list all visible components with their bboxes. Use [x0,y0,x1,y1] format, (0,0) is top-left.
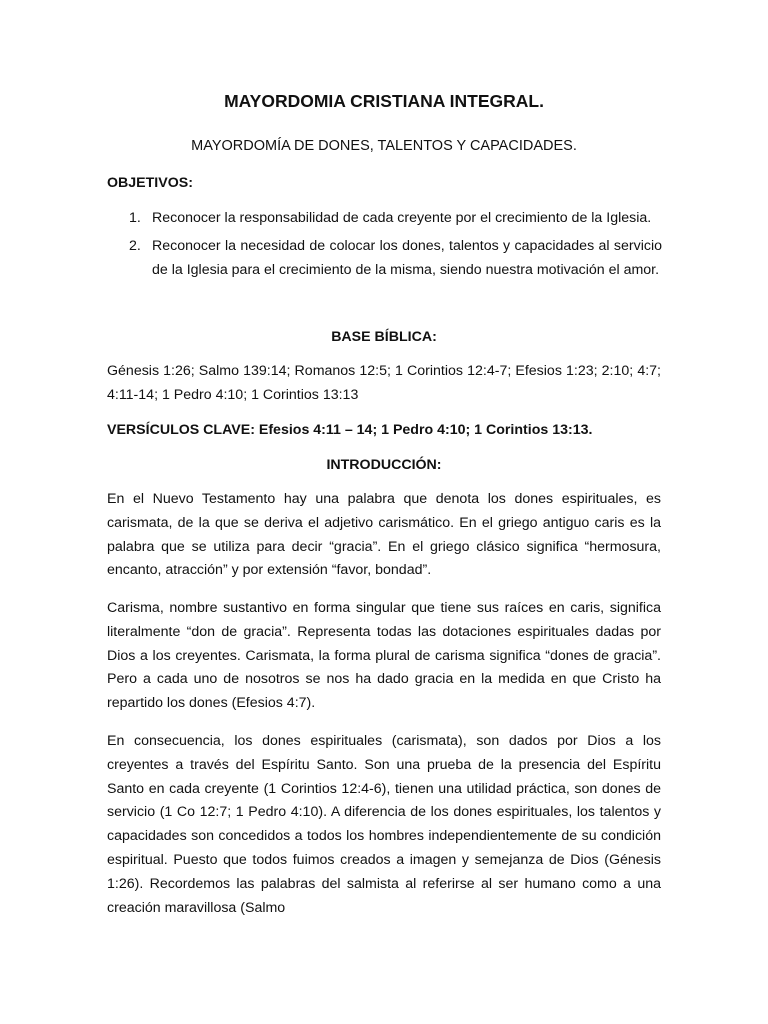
intro-paragraph-3: En consecuencia, los dones espirituales (carismata), son dados por Dios a los creyentes a través del Espíritu Santo. Son una prueba de la presencia del Espíritu Santo en cada creyente (1 Corintios 12:4-6), tienen una utilidad práctica, son dones de servicio (1 Co 12:7; 1 Pedro 4:10). A diferencia de los dones espirituales, los talentos y capacidades son concedidos a todos los hombres independientemente de su condición espiritual. Puesto que todos fuimos creados a imagen y semejanza de Dios (Génesis 1:26). Recordemos las palabras del salmista al referirse al ser humano como a una creación maravillosa (Salmo [107,733,661,916]
base-biblica-heading: BASE BÍBLICA: [331,329,437,345]
list-item [107,234,662,282]
document-title: MAYORDOMIA CRISTIANA INTEGRAL. [224,91,544,111]
intro-paragraph-1: En el Nuevo Testamento hay una palabra que denota los dones espirituales, es carismata, de la que se deriva el adjetivo carismático. En el griego antiguo caris es la palabra que se utiliza para decir “gracia”. En el griego clásico significa “hermosura, encanto, atracción” y por extensión “favor, bondad”. [107,491,661,579]
list-item-text: Reconocer la responsabilidad de cada creyente por el crecimiento de la Iglesia. [152,210,652,226]
list-item-text: Reconocer la necesidad de colocar los dones, talentos y capacidades al servicio de la Iglesia para el crecimiento de la misma, siendo nuestra motivación el amor. [152,238,662,278]
intro-paragraph-2: Carisma, nombre sustantivo en forma singular que tiene sus raíces en caris, significa literalmente “don de gracia”. Representa todas las dotaciones espirituales dadas por Dios a los creyentes. Carismata, la forma plural de carisma significa “dones de gracia”. Pero a cada uno de nosotros se nos ha dado gracia en la medida en que Cristo ha repartido los dones (Efesios 4:7). [107,600,661,712]
introduccion-heading: INTRODUCCIÓN: [326,457,442,473]
list-item [107,206,662,230]
list-item-number: 2. [129,238,141,254]
versiculos-clave: VERSÍCULOS CLAVE: Efesios 4:11 – 14; 1 Pedro 4:10; 1 Corintios 13:13. [107,422,593,438]
objectives-list [107,206,662,286]
list-item-number: 1. [129,210,141,226]
base-biblica-text: Génesis 1:26; Salmo 139:14; Romanos 12:5; 1 Corintios 12:4-7; Efesios 1:23; 2:10; 4:7; 4:11-14; 1 Pedro 4:10; 1 Corintios 13:13 [107,363,661,403]
objectives-heading: OBJETIVOS: [107,175,193,191]
document-subtitle: MAYORDOMÍA DE DONES, TALENTOS Y CAPACIDADES. [191,138,577,154]
